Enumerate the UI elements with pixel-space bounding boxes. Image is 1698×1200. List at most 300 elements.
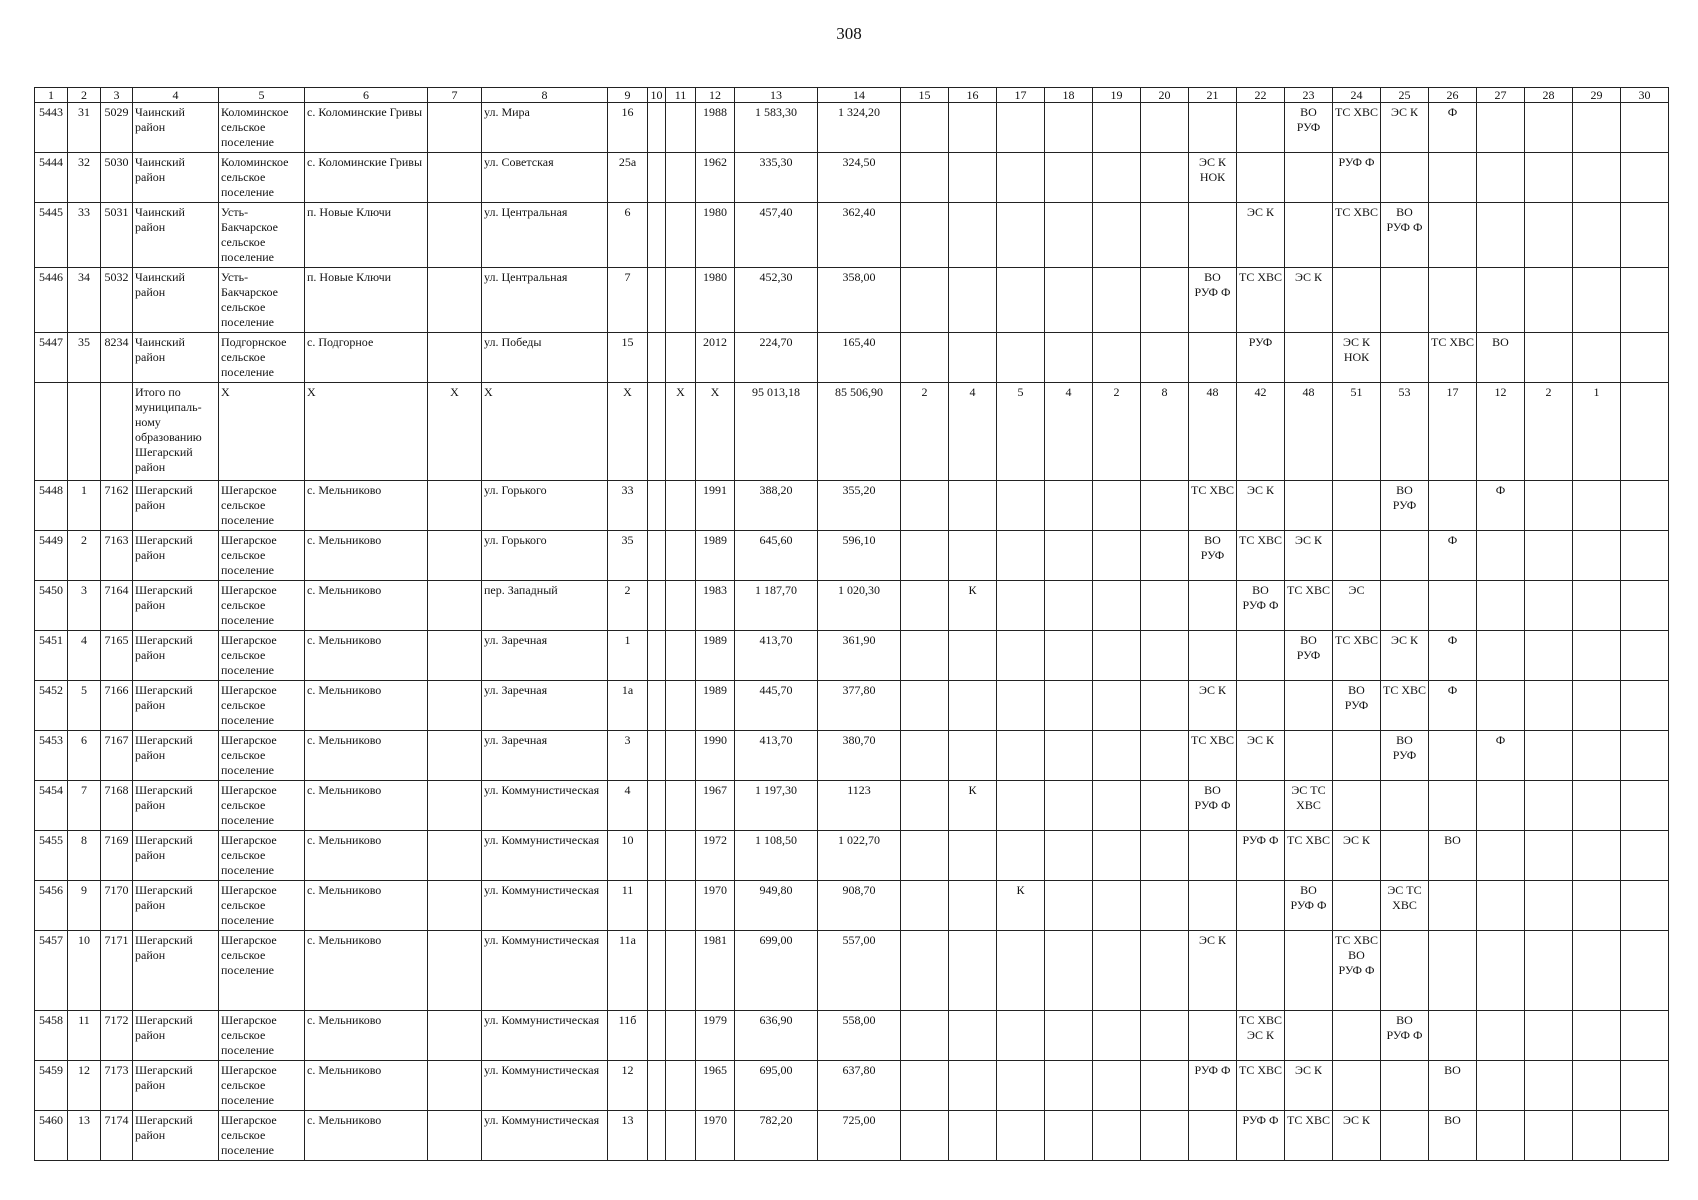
table-cell-col-14: 1 020,30 [818, 581, 901, 631]
table-cell-col-12: 2012 [696, 333, 735, 383]
table-cell-col-21 [1189, 333, 1237, 383]
table-cell-col-1: 5447 [35, 333, 68, 383]
table-cell-col-5: Коломинское сельское поселение [219, 153, 305, 203]
table-cell-col-29 [1573, 531, 1621, 581]
table-cell-col-7: Х [428, 383, 482, 481]
table-cell-col-21 [1189, 831, 1237, 881]
table-cell-col-5: Подгорнское сельское поселение [219, 333, 305, 383]
table-cell-col-5: Шегарское сельское поселение [219, 531, 305, 581]
table-row [35, 881, 1669, 931]
table-cell-col-30 [1621, 1061, 1669, 1111]
table-cell-col-24 [1333, 731, 1381, 781]
table-cell-col-30 [1621, 631, 1669, 681]
table-cell-col-19 [1093, 333, 1141, 383]
table-cell-col-13: 445,70 [735, 681, 818, 731]
table-cell-col-6: с. Мельниково [305, 1111, 428, 1161]
table-cell-col-22: ЭС К [1237, 203, 1285, 268]
table-cell-col-8: Х [482, 383, 608, 481]
table-cell-col-17 [997, 531, 1045, 581]
table-cell-col-28 [1525, 781, 1573, 831]
table-cell-col-6: с. Мельниково [305, 581, 428, 631]
table-cell-col-12: 1967 [696, 781, 735, 831]
table-cell-col-30 [1621, 1011, 1669, 1061]
table-cell-col-3: 7165 [101, 631, 133, 681]
table-cell-col-7 [428, 203, 482, 268]
table-cell-col-16 [949, 881, 997, 931]
table-cell-col-6: с. Мельниково [305, 931, 428, 1011]
table-cell-col-4: Итого по муниципаль-ному образованию Шегарский район [133, 383, 219, 481]
table-cell-col-23: ВО РУФ Ф [1285, 881, 1333, 931]
table-cell-col-16 [949, 1061, 997, 1111]
table-cell-col-20 [1141, 481, 1189, 531]
table-cell-col-27 [1477, 1061, 1525, 1111]
table-cell-col-17 [997, 1061, 1045, 1111]
table-cell-col-16 [949, 731, 997, 781]
table-cell-col-14: 596,10 [818, 531, 901, 581]
table-cell-col-26 [1429, 153, 1477, 203]
table-cell-col-22 [1237, 103, 1285, 153]
table-cell-col-9: 11б [608, 1011, 648, 1061]
table-cell-col-27 [1477, 103, 1525, 153]
table-cell-col-14: 908,70 [818, 881, 901, 931]
table-cell-col-15 [901, 631, 949, 681]
table-cell-col-4: Шегарский район [133, 1011, 219, 1061]
table-cell-col-24 [1333, 781, 1381, 831]
table-cell-col-18 [1045, 931, 1093, 1011]
table-cell-col-4: Шегарский район [133, 481, 219, 531]
table-cell-col-21: ЭС К [1189, 681, 1237, 731]
table-cell-col-9: 7 [608, 268, 648, 333]
table-cell-col-15 [901, 103, 949, 153]
table-cell-col-2: 13 [68, 1111, 101, 1161]
table-cell-col-1: 5457 [35, 931, 68, 1011]
table-cell-col-7 [428, 581, 482, 631]
table-cell-col-16 [949, 831, 997, 881]
table-cell-col-12: 1989 [696, 531, 735, 581]
table-cell-col-4: Чаинский район [133, 153, 219, 203]
table-cell-col-1: 5445 [35, 203, 68, 268]
table-cell-col-22 [1237, 153, 1285, 203]
table-cell-col-8: ул. Коммунистическая [482, 1111, 608, 1161]
table-cell-col-27 [1477, 781, 1525, 831]
table-cell-col-12: 1990 [696, 731, 735, 781]
column-number-header: 21 [1189, 88, 1237, 103]
table-cell-col-25 [1381, 781, 1429, 831]
table-cell-col-13: 335,30 [735, 153, 818, 203]
table-cell-col-23: ЭС К [1285, 268, 1333, 333]
table-cell-col-29 [1573, 1011, 1621, 1061]
table-cell-col-1: 5455 [35, 831, 68, 881]
table-cell-col-14: 637,80 [818, 1061, 901, 1111]
table-cell-col-10 [648, 103, 666, 153]
table-cell-col-20 [1141, 631, 1189, 681]
table-cell-col-25 [1381, 531, 1429, 581]
table-cell-col-5: Шегарское сельское поселение [219, 1011, 305, 1061]
table-cell-col-11 [666, 531, 696, 581]
table-row [35, 681, 1669, 731]
table-cell-col-20 [1141, 1061, 1189, 1111]
table-cell-col-19 [1093, 581, 1141, 631]
table-cell-col-4: Шегарский район [133, 831, 219, 881]
table-cell-col-3: 5030 [101, 153, 133, 203]
table-cell-col-20 [1141, 681, 1189, 731]
table-cell-col-30 [1621, 153, 1669, 203]
table-cell-col-9: 4 [608, 781, 648, 831]
table-cell-col-3: 7173 [101, 1061, 133, 1111]
table-cell-col-17 [997, 781, 1045, 831]
table-cell-col-25 [1381, 1061, 1429, 1111]
table-row [35, 531, 1669, 581]
table-cell-col-1: 5458 [35, 1011, 68, 1061]
table-cell-col-27 [1477, 581, 1525, 631]
table-cell-col-14: 361,90 [818, 631, 901, 681]
table-cell-col-21: ВО РУФ [1189, 531, 1237, 581]
table-cell-col-10 [648, 383, 666, 481]
table-cell-col-2: 33 [68, 203, 101, 268]
table-cell-col-4: Шегарский район [133, 631, 219, 681]
table-cell-col-27 [1477, 831, 1525, 881]
table-cell-col-10 [648, 333, 666, 383]
column-number-header: 22 [1237, 88, 1285, 103]
table-cell-col-18 [1045, 581, 1093, 631]
table-row [35, 781, 1669, 831]
table-cell-col-4: Шегарский район [133, 881, 219, 931]
table-cell-col-28 [1525, 631, 1573, 681]
table-cell-col-10 [648, 781, 666, 831]
table-cell-col-22: ТС ХВС [1237, 268, 1285, 333]
table-cell-col-29 [1573, 731, 1621, 781]
table-cell-col-28 [1525, 531, 1573, 581]
table-cell-col-1: 5452 [35, 681, 68, 731]
table-cell-col-23 [1285, 1011, 1333, 1061]
column-number-header: 28 [1525, 88, 1573, 103]
table-cell-col-6: Х [305, 383, 428, 481]
table-cell-col-12: Х [696, 383, 735, 481]
table-cell-col-21 [1189, 203, 1237, 268]
table-cell-col-12: 1989 [696, 681, 735, 731]
table-cell-col-22 [1237, 631, 1285, 681]
table-cell-col-7 [428, 531, 482, 581]
table-cell-col-6: с. Мельниково [305, 631, 428, 681]
table-cell-col-3: 7170 [101, 881, 133, 931]
table-cell-col-6: с. Коломинские Гривы [305, 103, 428, 153]
table-cell-col-10 [648, 631, 666, 681]
table-row [35, 1061, 1669, 1111]
table-cell-col-26 [1429, 931, 1477, 1011]
table-cell-col-18 [1045, 481, 1093, 531]
table-cell-col-29 [1573, 203, 1621, 268]
table-cell-col-2: 34 [68, 268, 101, 333]
table-cell-col-27: Ф [1477, 481, 1525, 531]
table-cell-col-28 [1525, 931, 1573, 1011]
table-cell-col-6: с. Подгорное [305, 333, 428, 383]
table-cell-col-26 [1429, 781, 1477, 831]
table-cell-col-17 [997, 481, 1045, 531]
table-cell-col-15 [901, 1011, 949, 1061]
table-cell-col-16 [949, 153, 997, 203]
table-cell-col-8: ул. Центральная [482, 268, 608, 333]
column-number-header: 17 [997, 88, 1045, 103]
table-cell-col-26 [1429, 1011, 1477, 1061]
table-cell-col-28 [1525, 481, 1573, 531]
table-cell-col-24 [1333, 1011, 1381, 1061]
table-cell-col-29 [1573, 1061, 1621, 1111]
table-cell-col-20 [1141, 103, 1189, 153]
table-cell-col-10 [648, 153, 666, 203]
table-cell-col-24: ЭС К [1333, 831, 1381, 881]
table-cell-col-8: ул. Горького [482, 481, 608, 531]
column-number-header: 8 [482, 88, 608, 103]
table-cell-col-19 [1093, 103, 1141, 153]
table-cell-col-21: 48 [1189, 383, 1237, 481]
table-cell-col-10 [648, 1061, 666, 1111]
table-cell-col-30 [1621, 731, 1669, 781]
table-cell-col-18 [1045, 1111, 1093, 1161]
table-cell-col-18 [1045, 831, 1093, 881]
table-cell-col-20 [1141, 581, 1189, 631]
table-cell-col-1: 5454 [35, 781, 68, 831]
table-cell-col-27: 12 [1477, 383, 1525, 481]
table-cell-col-12: 1962 [696, 153, 735, 203]
table-cell-col-13: 1 583,30 [735, 103, 818, 153]
table-cell-col-23 [1285, 203, 1333, 268]
table-cell-col-7 [428, 731, 482, 781]
table-cell-col-29 [1573, 781, 1621, 831]
table-cell-col-19 [1093, 203, 1141, 268]
column-number-header: 2 [68, 88, 101, 103]
table-cell-col-10 [648, 881, 666, 931]
table-cell-col-8: ул. Коммунистическая [482, 881, 608, 931]
table-cell-col-21: ЭС К [1189, 931, 1237, 1011]
table-cell-col-9: 1а [608, 681, 648, 731]
table-cell-col-10 [648, 268, 666, 333]
table-cell-col-4: Шегарский район [133, 731, 219, 781]
table-cell-col-10 [648, 531, 666, 581]
table-cell-col-23 [1285, 333, 1333, 383]
table-cell-col-13: 457,40 [735, 203, 818, 268]
table-cell-col-25 [1381, 1111, 1429, 1161]
table-cell-col-12: 1979 [696, 1011, 735, 1061]
table-cell-col-29 [1573, 103, 1621, 153]
table-row [35, 631, 1669, 681]
column-number-row [35, 88, 1669, 103]
table-cell-col-3: 7168 [101, 781, 133, 831]
table-cell-col-23 [1285, 153, 1333, 203]
table-cell-col-11 [666, 681, 696, 731]
table-cell-col-5: Шегарское сельское поселение [219, 681, 305, 731]
page-number: 308 [836, 24, 862, 43]
table-cell-col-16 [949, 481, 997, 531]
column-number-header: 1 [35, 88, 68, 103]
table-cell-col-20 [1141, 931, 1189, 1011]
table-cell-col-17 [997, 1111, 1045, 1161]
table-cell-col-6: с. Мельниково [305, 1011, 428, 1061]
table-cell-col-19 [1093, 631, 1141, 681]
table-cell-col-9: 25а [608, 153, 648, 203]
table-cell-col-7 [428, 1011, 482, 1061]
table-cell-col-30 [1621, 581, 1669, 631]
table-cell-col-26: Ф [1429, 103, 1477, 153]
table-cell-col-24: ТС ХВС [1333, 631, 1381, 681]
table-body [35, 103, 1669, 1161]
table-cell-col-30 [1621, 383, 1669, 481]
table-cell-col-22: РУФ Ф [1237, 1111, 1285, 1161]
table-cell-col-1: 5443 [35, 103, 68, 153]
table-cell-col-21 [1189, 1011, 1237, 1061]
table-cell-col-3: 7174 [101, 1111, 133, 1161]
table-cell-col-27 [1477, 681, 1525, 731]
table-cell-col-9: 2 [608, 581, 648, 631]
table-cell-col-17 [997, 731, 1045, 781]
table-cell-col-8: ул. Победы [482, 333, 608, 383]
column-number-header: 25 [1381, 88, 1429, 103]
table-cell-col-18 [1045, 268, 1093, 333]
table-cell-col-22: ТС ХВС ЭС К [1237, 1011, 1285, 1061]
table-cell-col-15: 2 [901, 383, 949, 481]
table-cell-col-26: ТС ХВС [1429, 333, 1477, 383]
table-cell-col-5: Шегарское сельское поселение [219, 931, 305, 1011]
table-cell-col-27 [1477, 631, 1525, 681]
table-cell-col-23: ЭС К [1285, 1061, 1333, 1111]
table-cell-col-9: 12 [608, 1061, 648, 1111]
table-cell-col-10 [648, 203, 666, 268]
table-cell-col-3: 5029 [101, 103, 133, 153]
table-cell-col-22 [1237, 681, 1285, 731]
table-cell-col-7 [428, 333, 482, 383]
table-cell-col-25: ВО РУФ [1381, 731, 1429, 781]
table-cell-col-6: с. Коломинские Гривы [305, 153, 428, 203]
table-cell-col-7 [428, 631, 482, 681]
table-cell-col-14: 380,70 [818, 731, 901, 781]
table-cell-col-22 [1237, 781, 1285, 831]
table-cell-col-30 [1621, 333, 1669, 383]
table-cell-col-28 [1525, 153, 1573, 203]
table-cell-col-28 [1525, 1061, 1573, 1111]
table-cell-col-4: Шегарский район [133, 531, 219, 581]
table-cell-col-20 [1141, 731, 1189, 781]
table-cell-col-14: 1123 [818, 781, 901, 831]
table-cell-col-12: 1989 [696, 631, 735, 681]
table-row [35, 153, 1669, 203]
table-cell-col-26 [1429, 268, 1477, 333]
table-cell-col-30 [1621, 531, 1669, 581]
table-cell-col-15 [901, 831, 949, 881]
table-cell-col-26 [1429, 481, 1477, 531]
table-cell-col-12: 1980 [696, 203, 735, 268]
table-cell-col-30 [1621, 103, 1669, 153]
table-cell-col-22: ВО РУФ Ф [1237, 581, 1285, 631]
table-cell-col-8: ул. Заречная [482, 681, 608, 731]
table-cell-col-15 [901, 931, 949, 1011]
register-table [34, 87, 1669, 1161]
table-row [35, 268, 1669, 333]
table-cell-col-6: п. Новые Ключи [305, 268, 428, 333]
table-cell-col-5: Шегарское сельское поселение [219, 831, 305, 881]
table-cell-col-24: РУФ Ф [1333, 153, 1381, 203]
table-cell-col-16 [949, 333, 997, 383]
table-cell-col-13: 695,00 [735, 1061, 818, 1111]
table-cell-col-1: 5453 [35, 731, 68, 781]
table-cell-col-24 [1333, 481, 1381, 531]
table-cell-col-25 [1381, 333, 1429, 383]
table-cell-col-17 [997, 631, 1045, 681]
table-cell-col-18 [1045, 781, 1093, 831]
table-cell-col-15 [901, 581, 949, 631]
table-cell-col-27 [1477, 1011, 1525, 1061]
column-number-header: 24 [1333, 88, 1381, 103]
table-cell-col-7 [428, 831, 482, 881]
table-cell-col-16 [949, 681, 997, 731]
table-cell-col-19 [1093, 1111, 1141, 1161]
table-cell-col-8: ул. Коммунистическая [482, 831, 608, 881]
table-cell-col-26: ВО [1429, 1111, 1477, 1161]
table-cell-col-13: 452,30 [735, 268, 818, 333]
table-cell-col-12: 1983 [696, 581, 735, 631]
table-cell-col-22: ЭС К [1237, 481, 1285, 531]
table-cell-col-3: 7163 [101, 531, 133, 581]
table-cell-col-25 [1381, 153, 1429, 203]
table-cell-col-11 [666, 1011, 696, 1061]
table-cell-col-17 [997, 153, 1045, 203]
table-cell-col-25: ВО РУФ Ф [1381, 1011, 1429, 1061]
table-cell-col-20 [1141, 333, 1189, 383]
table-cell-col-24: ТС ХВС [1333, 103, 1381, 153]
table-cell-col-30 [1621, 1111, 1669, 1161]
table-cell-col-19 [1093, 781, 1141, 831]
table-cell-col-3 [101, 383, 133, 481]
column-number-header: 10 [648, 88, 666, 103]
table-cell-col-13: 413,70 [735, 631, 818, 681]
table-cell-col-18 [1045, 731, 1093, 781]
table-cell-col-24: ВО РУФ [1333, 681, 1381, 731]
table-cell-col-5: Шегарское сельское поселение [219, 481, 305, 531]
table-cell-col-8: ул. Заречная [482, 631, 608, 681]
table-cell-col-24: ТС ХВС ВО РУФ Ф [1333, 931, 1381, 1011]
table-cell-col-23 [1285, 681, 1333, 731]
table-cell-col-20 [1141, 831, 1189, 881]
table-cell-col-26: Ф [1429, 631, 1477, 681]
table-cell-col-21 [1189, 581, 1237, 631]
table-cell-col-11 [666, 831, 696, 881]
table-cell-col-23 [1285, 731, 1333, 781]
table-cell-col-17 [997, 333, 1045, 383]
table-cell-col-19 [1093, 831, 1141, 881]
table-cell-col-13: 1 187,70 [735, 581, 818, 631]
table-row [35, 1111, 1669, 1161]
table-cell-col-29 [1573, 268, 1621, 333]
table-cell-col-9: 3 [608, 731, 648, 781]
table-cell-col-2: 4 [68, 631, 101, 681]
table-cell-col-22: РУФ Ф [1237, 831, 1285, 881]
table-cell-col-14: 355,20 [818, 481, 901, 531]
table-cell-col-20 [1141, 781, 1189, 831]
table-cell-col-21: ВО РУФ Ф [1189, 781, 1237, 831]
table-cell-col-8: ул. Советская [482, 153, 608, 203]
table-cell-col-26 [1429, 731, 1477, 781]
table-cell-col-2: 32 [68, 153, 101, 203]
table-cell-col-18 [1045, 531, 1093, 581]
table-cell-col-9: 35 [608, 531, 648, 581]
table-cell-col-11 [666, 781, 696, 831]
table-cell-col-4: Чаинский район [133, 103, 219, 153]
table-cell-col-5: Коломинское сельское поселение [219, 103, 305, 153]
table-cell-col-10 [648, 731, 666, 781]
table-cell-col-2: 11 [68, 1011, 101, 1061]
table-cell-col-24: ТС ХВС [1333, 203, 1381, 268]
table-cell-col-25: ВО РУФ [1381, 481, 1429, 531]
table-cell-col-6: с. Мельниково [305, 831, 428, 881]
table-cell-col-21: ТС ХВС [1189, 731, 1237, 781]
